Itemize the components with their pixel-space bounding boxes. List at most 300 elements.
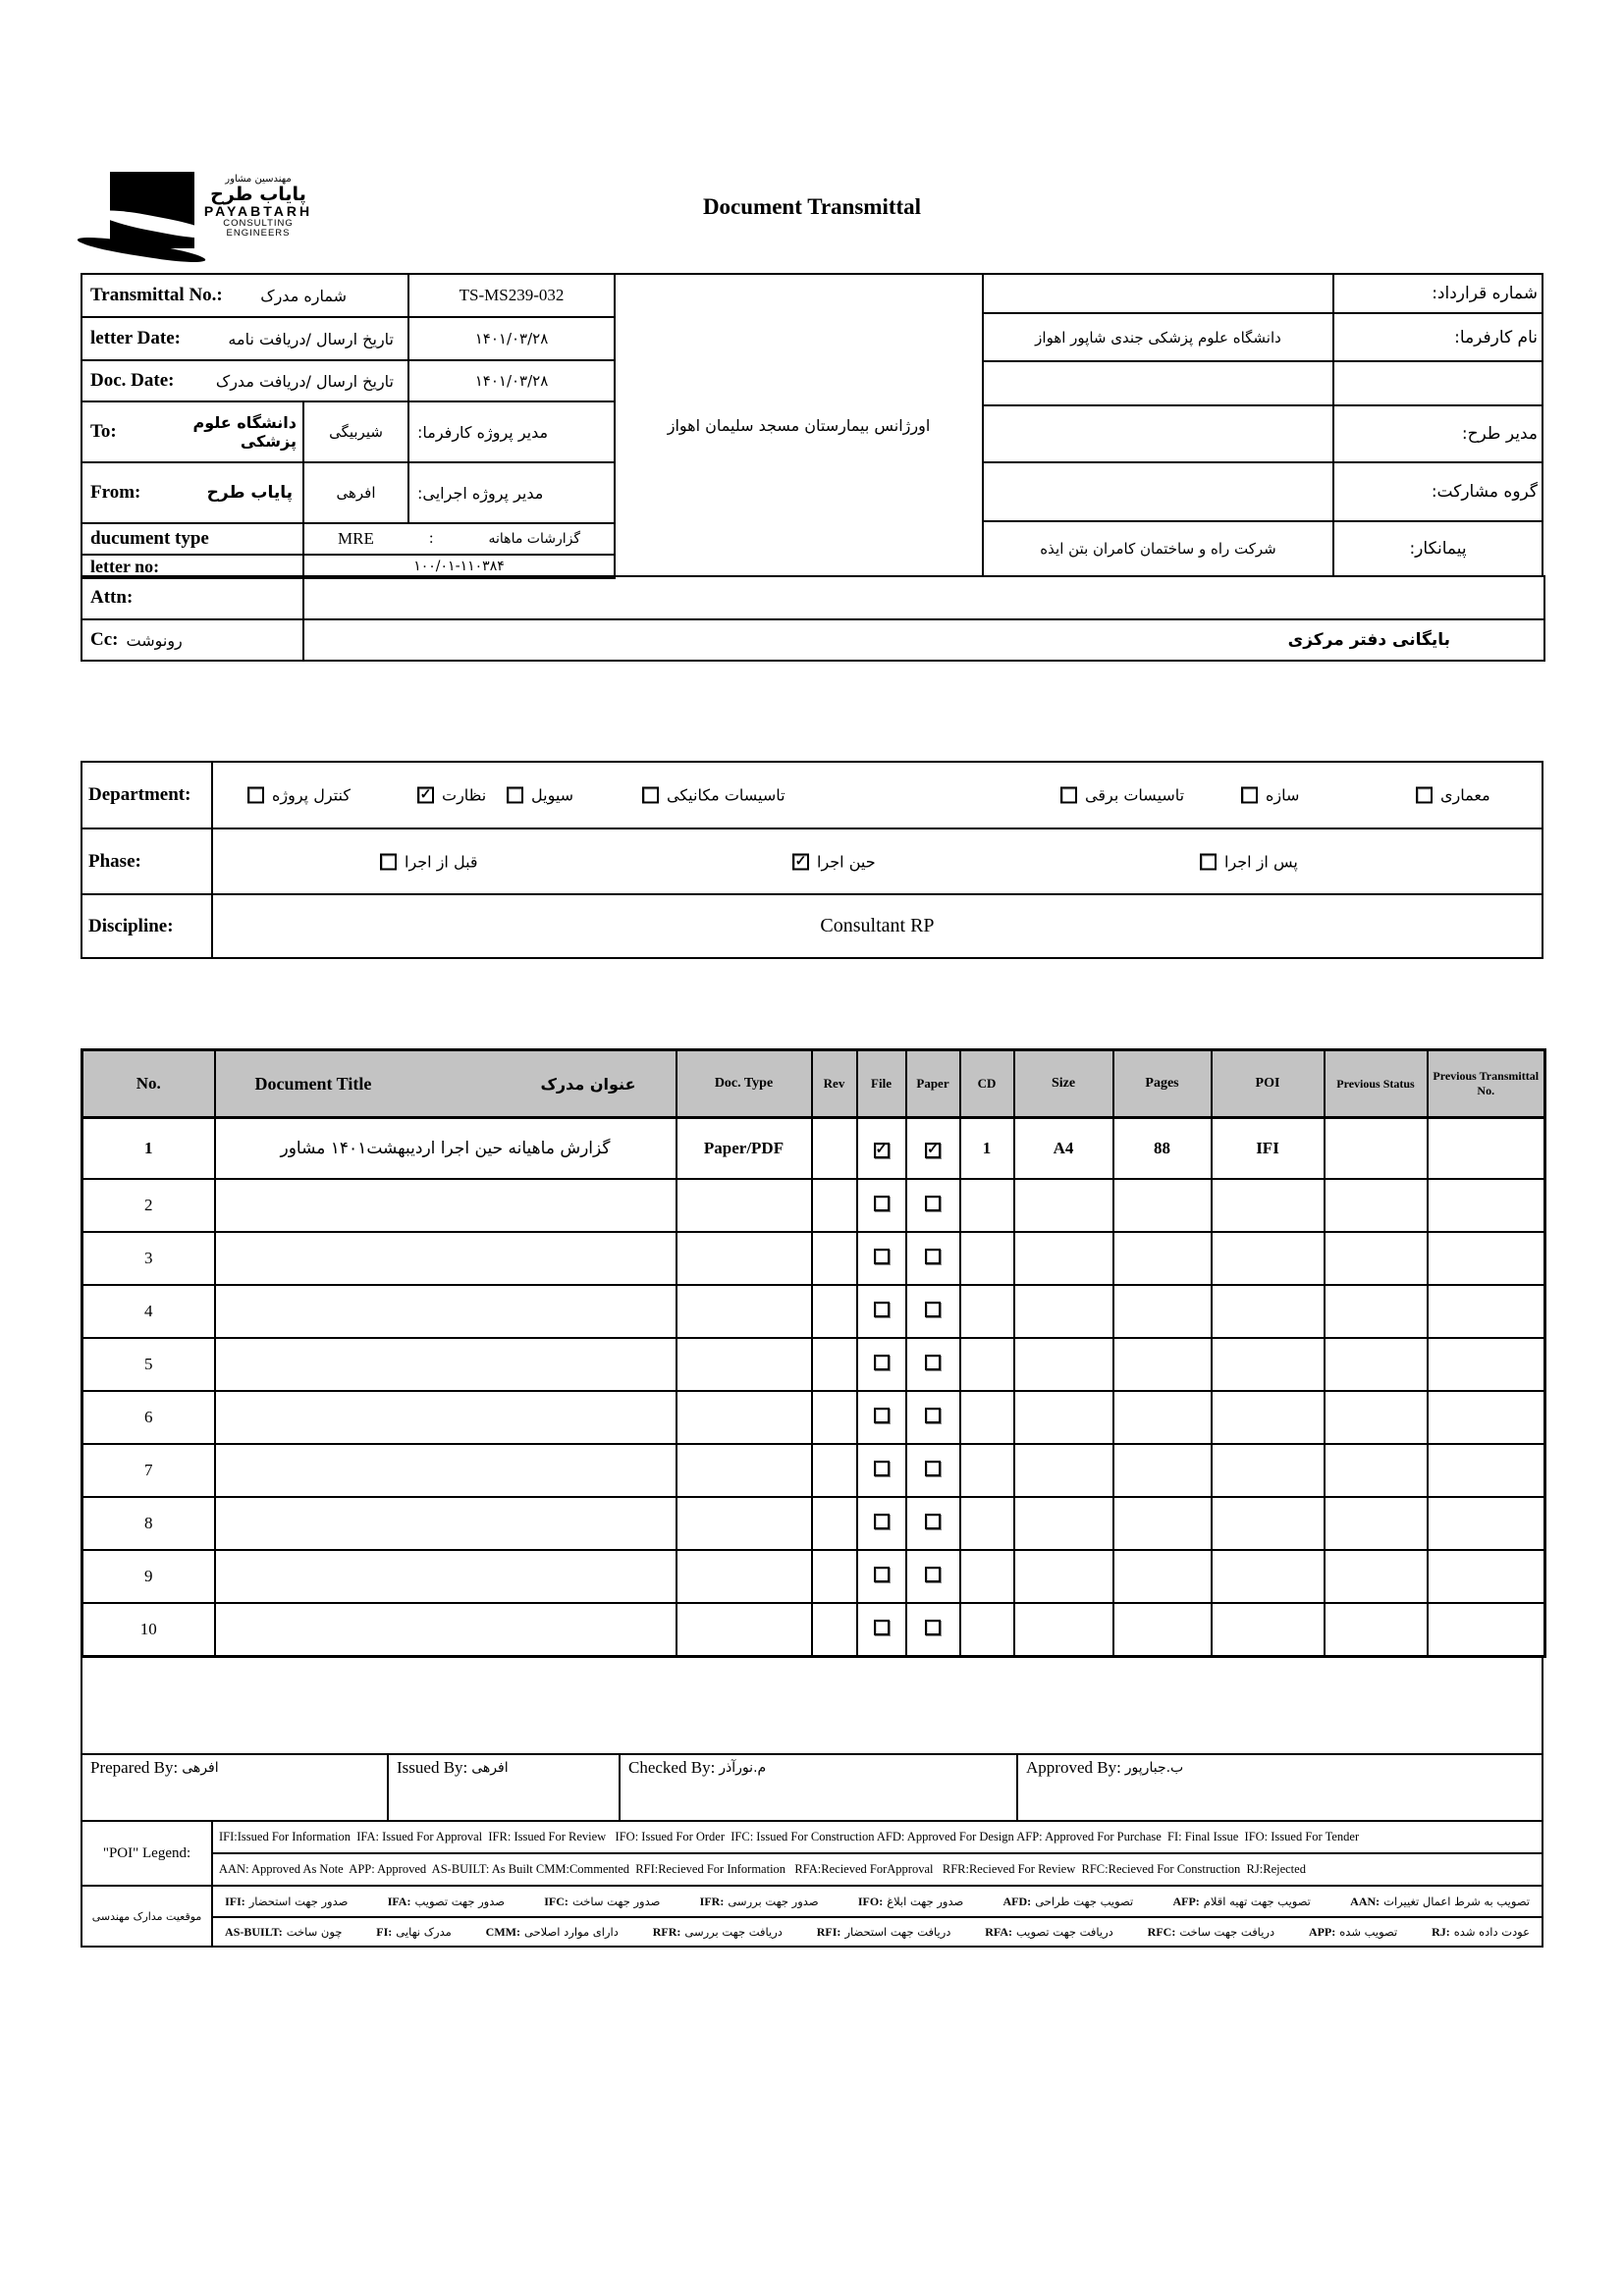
doc-table-row-6 [82,1391,1545,1444]
paper-checkbox[interactable]: ✓ [925,1143,941,1158]
legend-item-ifi [225,1895,348,1909]
legend-item-cmm [486,1925,619,1940]
legend-desc-fa: دریافت جهت استحضار [844,1925,951,1939]
cell-no: 2 [82,1179,215,1232]
to-cell [81,400,304,463]
contractor-label: پیمانکار: [1332,520,1543,577]
electrical-label: تاسیسات برقی [1085,785,1185,805]
empty-row-value [982,360,1334,406]
client-label: نام کارفرما: [1332,312,1543,362]
file-checkbox[interactable] [874,1620,890,1635]
paper-checkbox[interactable] [925,1461,941,1476]
legend-fa-line1 [211,1885,1543,1918]
cell-title [215,1338,677,1391]
cell-file [857,1179,906,1232]
header-rev: Rev [812,1050,857,1118]
header-poi: POI [1212,1050,1325,1118]
issued-by-cell [387,1753,621,1822]
header-title-en: Document Title [254,1073,372,1094]
cell-no: 5 [82,1338,215,1391]
cell-cd [960,1179,1014,1232]
transmittal-no-value: TS-MS239-032 [407,273,616,318]
cell-pages [1113,1338,1212,1391]
cell-pages [1113,1603,1212,1657]
cell-no: 8 [82,1497,215,1550]
legend-desc-fa: صدور جهت تصویب [414,1895,505,1908]
cell-size [1014,1391,1113,1444]
cell-cd [960,1444,1014,1497]
cell-file [857,1603,906,1657]
doc-table-row-4 [82,1285,1545,1338]
logo-fa-tagline: مهندسین مشاور [225,174,292,185]
cell-size [1014,1550,1113,1603]
cell-title [215,1179,677,1232]
legend-code: CMM: [485,1924,520,1939]
legend-desc-fa: دریافت جهت ساخت [1179,1925,1275,1939]
cell-doc-type [677,1550,812,1603]
cell-rev [812,1497,857,1550]
cell-size [1014,1497,1113,1550]
document-type-label: ducument type [90,528,209,549]
document-type-colon: : [428,530,434,547]
cell-pages [1113,1497,1212,1550]
cell-paper [906,1232,960,1285]
cell-doc-type [677,1391,812,1444]
cell-prev-transmittal [1428,1550,1545,1603]
legend-code: IFR: [699,1894,725,1908]
cell-file [857,1338,906,1391]
cell-doc-type [677,1444,812,1497]
cell-prev-transmittal [1428,1179,1545,1232]
cell-title [215,1444,677,1497]
before-execution-label: قبل از اجرا [405,852,478,871]
during-execution-label: حین اجرا [817,852,876,871]
after-execution-checkbox[interactable] [1200,853,1217,870]
cell-cd [960,1497,1014,1550]
to-value: دانشگاه علوم پزشکی [192,412,297,451]
cell-doc-type [677,1338,812,1391]
cell-cd [960,1232,1014,1285]
poi-legend-label: "POI" Legend: [81,1820,213,1887]
legend-fa-line2 [211,1916,1543,1948]
signatures-row [81,1753,1543,1822]
doc-table-row-5 [82,1338,1545,1391]
cc-label-fa: رونوشت [126,630,183,650]
cell-rev [812,1603,857,1657]
cell-prev-transmittal [1428,1338,1545,1391]
legend-code: APP: [1308,1924,1336,1939]
cell-poi [1212,1285,1325,1338]
file-checkbox[interactable]: ✓ [874,1143,890,1158]
cell-poi [1212,1232,1325,1285]
doc-date-label-en: Doc. Date: [90,370,175,391]
cell-no: 3 [82,1232,215,1285]
architecture-checkbox[interactable] [1416,787,1433,804]
file-checkbox[interactable] [874,1249,890,1264]
cell-title [215,1497,677,1550]
cell-rev [812,1179,857,1232]
checked-by-name: م.نورآذر [719,1760,767,1776]
paper-checkbox[interactable] [925,1620,941,1635]
cell-prev-status [1325,1285,1428,1338]
jv-group-value [982,461,1334,522]
doc-date-label-fa: تاریخ ارسال /دریافت مدرک [215,371,394,391]
legend-item-afd [1003,1895,1134,1909]
cell-cd: 1 [960,1118,1014,1180]
cell-pages: 88 [1113,1118,1212,1180]
doc-table-row-9 [82,1550,1545,1603]
from-role-label: مدیر پروژه اجرایی: [407,461,616,524]
legend-item-ifr [700,1895,819,1909]
cell-prev-transmittal [1428,1285,1545,1338]
legend-desc-fa: چون ساخت [286,1925,343,1939]
issued-by-name: افرهی [471,1760,509,1776]
cell-prev-transmittal [1428,1497,1545,1550]
attn-label: Attn: [90,587,134,608]
logo-fa-name: پایاب طرح [210,183,306,205]
legend-desc-fa: دارای موارد اصلاحی [523,1925,619,1939]
legend-desc-fa: مدرک نهایی [396,1925,452,1939]
file-checkbox[interactable] [874,1302,890,1317]
cell-title: گزارش ماهیانه حین اجرا اردیبهشت۱۴۰۱ مشاور [215,1118,677,1180]
cell-no: 9 [82,1550,215,1603]
legend-desc-fa: تصویب جهت تهیه اقلام [1203,1895,1311,1908]
file-checkbox[interactable] [874,1461,890,1476]
cell-size [1014,1603,1113,1657]
header-size: Size [1014,1050,1113,1118]
legend-en-line1: IFI:Issued For Information IFA: Issued For Approval IFR: Issued For Review IFO: Issued For Order IFC: Issued For Construction AFD: Approved For Design AFP: Approved For Purchase FI: Final Issue IFO: Issued For Tender [211,1820,1543,1854]
structure-checkbox[interactable] [1241,787,1258,804]
cell-file [857,1118,906,1180]
legend-desc-fa: دریافت جهت تصویب [1016,1925,1113,1939]
cc-label-cell [81,618,304,662]
cell-doc-type [677,1603,812,1657]
phase-option-after [1200,852,1298,871]
prepared-by-name: افرهی [182,1760,219,1776]
cell-file [857,1550,906,1603]
legend-code: RFC: [1147,1924,1176,1939]
project-name-cell: اورژانس بیمارستان مسجد سلیمان اهواز [614,273,984,577]
dept-option-supervision [417,786,486,805]
cell-rev [812,1338,857,1391]
doc-table-header-row [82,1050,1545,1118]
letter-no-label: letter no: [90,556,160,576]
from-person: افرهی [302,461,409,524]
cell-paper [906,1285,960,1338]
cell-no: 10 [82,1603,215,1657]
letter-date-label-fa: تاریخ ارسال /دریافت نامه [228,329,394,348]
approved-by-label: Approved By: [1026,1758,1121,1777]
legend-item-aan [1350,1895,1530,1909]
classification-table [81,761,1543,959]
legend-item-rfi [817,1925,951,1940]
cell-file [857,1285,906,1338]
cell-paper [906,1550,960,1603]
discipline-value: Consultant RP [211,893,1543,959]
legend-item-rfc [1148,1925,1274,1940]
cell-title [215,1285,677,1338]
cell-poi [1212,1338,1325,1391]
legend-en-line2: AAN: Approved As Note APP: Approved AS-BUILT: As Built CMM:Commented RFI:Recieved For Information RFA:Recieved ForApproval RFR:Recieved For Review RFC:Recieved For Construction RJ:Rejected [211,1852,1543,1887]
cell-prev-status [1325,1550,1428,1603]
dept-option-electrical [1060,786,1184,805]
doc-table-row-3 [82,1232,1545,1285]
legend-desc-fa: تصویب به شرط اعمال تغییرات [1383,1895,1530,1908]
cell-no: 1 [82,1118,215,1180]
jv-group-label: گروه مشارکت: [1332,461,1543,522]
cell-prev-status [1325,1232,1428,1285]
to-person: شیربیگی [302,400,409,463]
cell-poi [1212,1497,1325,1550]
cell-cd [960,1603,1014,1657]
file-checkbox[interactable] [874,1514,890,1529]
cell-size [1014,1179,1113,1232]
cell-prev-status [1325,1338,1428,1391]
from-value: پایاب طرح [206,483,293,503]
cell-file [857,1391,906,1444]
phase-option-during [792,852,876,871]
phase-label-cell [81,828,213,895]
prepared-by-cell [81,1753,389,1822]
document-type-value-cell [302,522,616,556]
cell-prev-transmittal [1428,1444,1545,1497]
legend-desc-fa: صدور جهت بررسی [728,1895,819,1908]
legend-code: AFP: [1172,1894,1200,1908]
info-table [81,273,1543,662]
cell-no: 4 [82,1285,215,1338]
cell-title [215,1550,677,1603]
cell-poi [1212,1179,1325,1232]
file-checkbox[interactable] [874,1408,890,1423]
cell-cd [960,1338,1014,1391]
legend-code: RFI: [816,1924,841,1939]
cell-rev [812,1391,857,1444]
cell-rev [812,1118,857,1180]
letter-date-label-en: letter Date: [90,328,181,348]
letter-date-value: ۱۴۰۱/۰۳/۲۸ [407,316,616,361]
legend-item-ifa [388,1895,505,1909]
design-manager-value [982,404,1334,463]
logo-en-subtitle: CONSULTING ENGINEERS [223,218,294,240]
discipline-label-cell [81,893,213,959]
contractor-value: شرکت راه و ساختمان کامران بتن ایذه [982,520,1334,577]
before-execution-checkbox[interactable] [380,853,397,870]
cell-pages [1113,1444,1212,1497]
legend-table [81,1820,1543,1948]
paper-checkbox[interactable] [925,1514,941,1529]
paper-checkbox[interactable] [925,1249,941,1264]
legend-code: AFD: [1002,1894,1032,1908]
cell-cd [960,1550,1014,1603]
cell-poi [1212,1550,1325,1603]
cell-pages [1113,1285,1212,1338]
legend-item-rfa [985,1925,1113,1940]
cell-prev-status [1325,1118,1428,1180]
header-prev-transmittal: Previous Transmittal No. [1428,1050,1545,1118]
approved-by-cell [1016,1753,1543,1822]
dept-option-civil [507,786,573,805]
doc-date-value: ۱۴۰۱/۰۳/۲۸ [407,359,616,402]
doc-table-row-2 [82,1179,1545,1232]
cell-prev-transmittal [1428,1603,1545,1657]
cell-title [215,1391,677,1444]
cell-size: A4 [1014,1118,1113,1180]
header-title [215,1050,677,1118]
cell-size [1014,1232,1113,1285]
cell-prev-transmittal [1428,1232,1545,1285]
cell-size [1014,1338,1113,1391]
dept-option-architecture [1416,786,1490,805]
legend-desc-fa: تصویب شده [1339,1925,1398,1939]
cell-paper [906,1603,960,1657]
cell-paper [906,1444,960,1497]
dept-option-structure [1241,786,1299,805]
paper-checkbox[interactable] [925,1355,941,1370]
department-label: Department: [88,784,191,805]
department-label-cell [81,761,213,829]
to-label: To: [90,421,117,442]
cell-doc-type: Paper/PDF [677,1118,812,1180]
cell-pages [1113,1391,1212,1444]
header-prev-status: Previous Status [1325,1050,1428,1118]
cell-paper [906,1118,960,1180]
transmittal-no-label-fa: شماره مدرک [260,286,347,305]
cell-title [215,1603,677,1657]
cell-rev [812,1550,857,1603]
transmittal-no-label-en: Transmittal No.: [90,285,223,305]
dept-option-project-control [247,786,351,805]
cell-rev [812,1232,857,1285]
client-value: دانشگاه علوم پزشکی جندی شاپور اهواز [982,312,1334,362]
doc-table-row-1 [82,1118,1545,1180]
cc-label: Cc: [90,629,119,650]
legend-desc-fa: تصویب جهت طراحی [1035,1895,1134,1908]
cc-value: بایگانی دفتر مرکزی [302,618,1545,662]
legend-code: RJ: [1432,1924,1450,1939]
cell-file [857,1232,906,1285]
legend-desc-fa: صدور جهت ابلاغ [887,1895,964,1908]
cell-doc-type [677,1232,812,1285]
file-checkbox[interactable] [874,1196,890,1211]
mechanical-checkbox[interactable] [642,787,659,804]
header-pages: Pages [1113,1050,1212,1118]
cell-cd [960,1391,1014,1444]
legend-code: IFI: [225,1894,245,1908]
supervision-checkbox[interactable]: ✓ [417,787,434,804]
contract-no-value [982,273,1334,314]
supervision-label: نظارت [442,785,487,805]
cell-doc-type [677,1497,812,1550]
prepared-by-label: Prepared By: [90,1758,179,1777]
architecture-label: معماری [1440,785,1490,805]
cell-paper [906,1497,960,1550]
legend-code: IFA: [387,1894,411,1908]
header-no: No. [82,1050,215,1118]
after-execution-label: پس از اجرا [1224,852,1298,871]
doc-date-label-cell [81,359,409,402]
cell-size [1014,1444,1113,1497]
cell-no: 7 [82,1444,215,1497]
cell-paper [906,1338,960,1391]
cell-file [857,1497,906,1550]
legend-code: IFC: [544,1894,568,1908]
paper-checkbox[interactable] [925,1302,941,1317]
phase-option-before [380,852,478,871]
dept-option-mechanical [642,786,785,805]
legend-code: AAN: [1350,1894,1380,1908]
legend-desc-fa: صدور جهت استحضار [248,1895,349,1908]
transmittal-no-label-cell [81,273,409,318]
page-title: Document Transmittal [702,194,922,219]
cell-rev [812,1285,857,1338]
doc-table-row-8 [82,1497,1545,1550]
cell-prev-status [1325,1391,1428,1444]
cell-pages [1113,1179,1212,1232]
cell-paper [906,1391,960,1444]
header-file: File [857,1050,906,1118]
project-control-label: کنترل پروژه [272,785,351,805]
checked-by-cell [619,1753,1018,1822]
structure-label: سازه [1266,785,1300,805]
legend-desc-fa: عودت داده شده [1453,1925,1530,1939]
document-list-table [81,1048,1546,1658]
cell-pages [1113,1550,1212,1603]
legend-item-ifc [544,1895,660,1909]
legend-item-afp [1172,1895,1310,1909]
electrical-checkbox[interactable] [1060,787,1077,804]
logo-en-name: PAYABTARH [203,203,313,220]
doc-table-row-7 [82,1444,1545,1497]
cell-paper [906,1179,960,1232]
file-checkbox[interactable] [874,1355,890,1370]
phase-label: Phase: [88,850,141,872]
department-options-cell [211,761,1543,829]
document-type-label-cell [81,522,304,556]
header-doc-type: Doc. Type [677,1050,812,1118]
cell-doc-type [677,1285,812,1338]
legend-desc-fa: صدور جهت ساخت [571,1895,661,1908]
civil-checkbox[interactable] [507,787,523,804]
discipline-label: Discipline: [88,915,174,936]
header-paper: Paper [906,1050,960,1118]
cell-prev-status [1325,1497,1428,1550]
contract-no-label: شماره قرارداد: [1332,273,1543,314]
letter-date-label-cell [81,316,409,361]
cell-poi [1212,1391,1325,1444]
legend-code: RFA: [985,1924,1013,1939]
fa-legend-label: موقعیت مدارک مهندسی [81,1885,213,1948]
paper-checkbox[interactable] [925,1196,941,1211]
letter-no-value: ۱۰۰/۰۱-۱۱۰۳۸۴ [302,554,616,579]
cell-rev [812,1444,857,1497]
approved-by-name: ب.جبارپور [1124,1760,1184,1776]
legend-code: IFO: [857,1894,884,1908]
paper-checkbox[interactable] [925,1567,941,1582]
project-control-checkbox[interactable] [247,787,264,804]
file-checkbox[interactable] [874,1567,890,1582]
cell-pages [1113,1232,1212,1285]
attn-value-cell [302,575,1545,620]
legend-code: AS-BUILT: [225,1924,283,1939]
cell-doc-type [677,1179,812,1232]
during-execution-checkbox[interactable]: ✓ [792,853,809,870]
cell-no: 6 [82,1391,215,1444]
document-type-code: MRE [338,529,374,548]
legend-item-fi [376,1925,452,1940]
civil-label: سیویل [531,785,574,805]
paper-checkbox[interactable] [925,1408,941,1423]
to-role-label: مدیر پروژه کارفرما: [407,400,616,463]
